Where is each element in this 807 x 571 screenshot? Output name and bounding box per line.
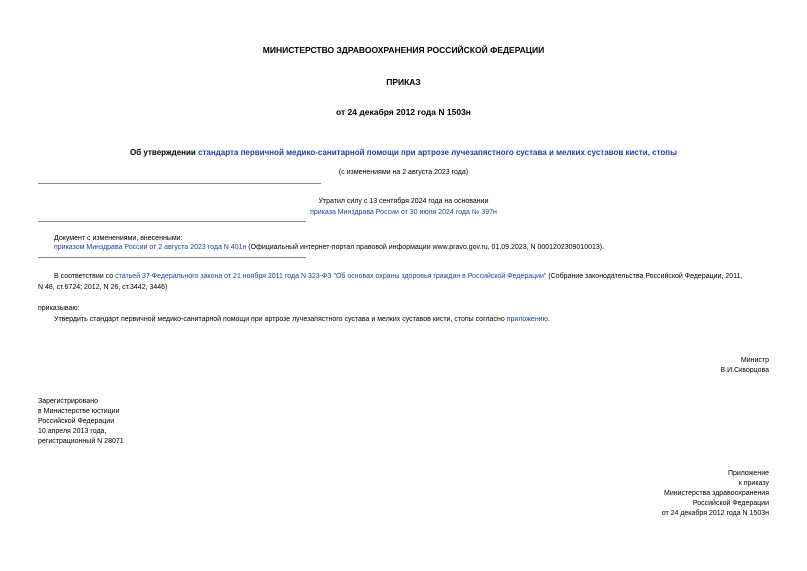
changes-entry (54, 243, 604, 252)
appendix-line: от 24 декабря 2012 года N 1503н (661, 510, 769, 517)
registration-line: в Министерстве юстиции (38, 408, 120, 415)
appendix-line: Российской Федерации (692, 500, 769, 507)
approve-tail: . (547, 316, 550, 323)
title-standard-link[interactable]: стандарта первичной медико-санитарной помощи при артрозе лучезапястного сустава и мелких суставов кисти, стопы (198, 148, 677, 157)
doc-type-heading: ПРИКАЗ (386, 77, 421, 87)
title-prefix: Об утверждении (130, 148, 199, 157)
lost-force-link[interactable]: приказа Минздрава России от 30 июля 2024 года № 397н (310, 209, 497, 216)
appendix-line: Приложение (727, 470, 769, 477)
signature-role: Министр (740, 357, 769, 364)
signature-name: В.И.Скворцова (720, 367, 769, 374)
registration-line: 10 апреля 2013 года, (38, 428, 107, 435)
appendix-line: к приказу (738, 480, 769, 487)
registration-line: Российской Федерации (38, 418, 115, 425)
separator-rule (38, 221, 306, 222)
ministry-heading: МИНИСТЕРСТВО ЗДРАВООХРАНЕНИЯ РОССИЙСКОЙ ФЕДЕРАЦИИ (262, 45, 545, 55)
changes-heading: Документ с изменениями, внесенными: (54, 235, 183, 242)
separator-rule (38, 257, 306, 258)
lost-force-text: Утратил силу с 13 сентября 2024 года на основании (318, 198, 489, 205)
basis-law-link[interactable]: статьей 37 Федерального закона от 21 ноября 2011 года N 323-ФЗ "Об основах охраны здоровья граждан в Российской Федерации" (115, 273, 547, 280)
amendment-note: (с изменениями на 2 августа 2023 года) (338, 169, 469, 176)
approve-text: Утвердить стандарт первичной медико-санитарной помощи при артрозе лучезапястного сустава и мелких суставов кисти, стопы согласно (54, 316, 507, 323)
approve-paragraph (54, 315, 550, 324)
appendix-link[interactable]: приложению (506, 316, 548, 323)
basis-prefix: В соответствии со (54, 273, 116, 280)
basis-paragraph (54, 272, 742, 281)
changes-order-link[interactable]: приказом Минздрава России от 2 августа 2023 года N 401н (54, 244, 247, 251)
changes-tail: (Официальный интернет-портал правовой информации www.pravo.gov.ru, 01.09.2023, N 0001202309010013). (246, 244, 605, 251)
registration-line: Зарегистрировано (38, 398, 98, 405)
basis-tail: (Собрание законодательства Российской Федерации, 2011, (546, 273, 743, 280)
order-word: приказываю: (38, 305, 80, 312)
basis-line-2: N 48, ст.6724; 2012, N 26, ст.3442, 3446) (38, 284, 168, 291)
document-title (0, 148, 807, 157)
separator-rule (38, 183, 321, 184)
registration-line: регистрационный N 28071 (38, 438, 124, 445)
appendix-line: Министерства здравоохранения (664, 490, 769, 497)
date-number-heading: от 24 декабря 2012 года N 1503н (336, 107, 471, 117)
